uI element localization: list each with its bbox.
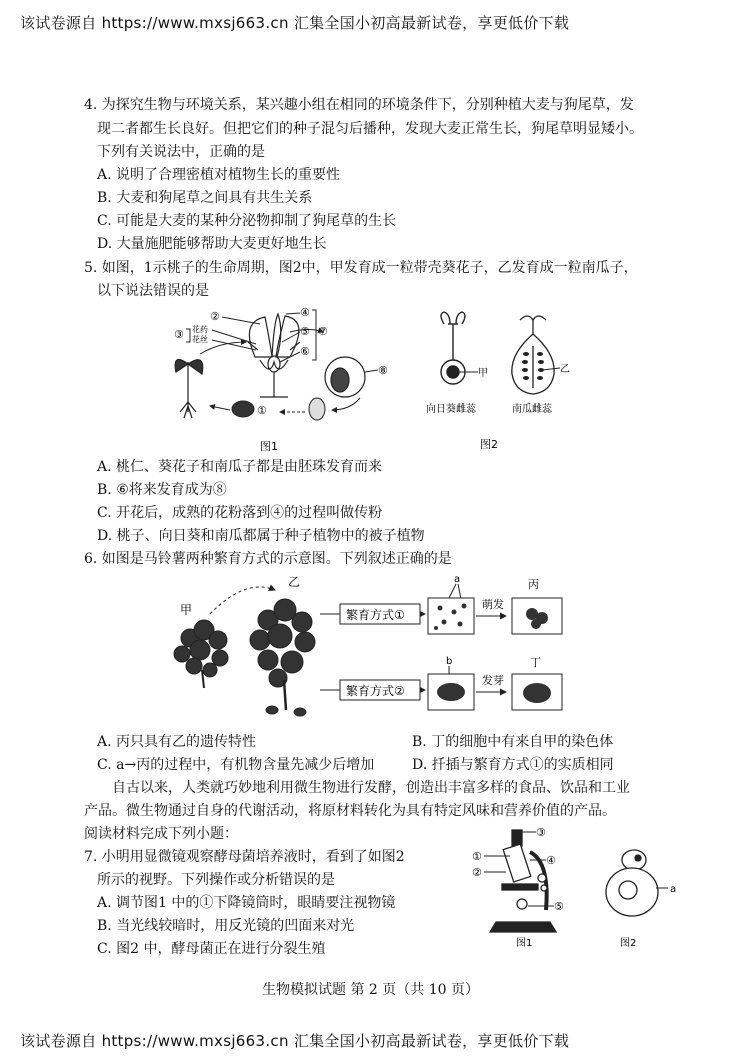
q7-yeast-figure (598, 838, 688, 948)
material-line-1: 自古以来，人类就巧妙地利用微生物进行发酵，创造出丰富多样的食品、饮品和工业 (112, 780, 630, 796)
peach-pit-drawing (309, 398, 325, 420)
sunflower-pistil-drawing (441, 312, 465, 384)
q4-stem-line-2: 现二者都生长良好。但把它们的种子混匀后播种，发现大麦正常生长，狗尾草明显矮小。 (97, 121, 643, 137)
fig1-label-4: ④ (300, 306, 310, 319)
fig2-caption: 图2 (480, 438, 498, 450)
q6-option-c: C. a→丙的过程中，有机物含量先减少后增加 (97, 757, 375, 773)
q5-option-d: D. 桃子、向日葵和南瓜都属于种子植物中的被子植物 (97, 528, 425, 544)
fig1-label-3: ③ (174, 328, 184, 341)
fig1-label-1: ① (257, 404, 267, 417)
q6-sprout-2: 发芽 (482, 674, 504, 687)
q6-label-b: b (446, 656, 453, 667)
peach-fruit-drawing (325, 357, 365, 397)
q6-route-2: 繁育方式② (346, 684, 405, 698)
fig-q7-label-2: ② (472, 866, 482, 879)
q6-label-yi: 乙 (288, 575, 301, 589)
fig-q7-label-1: ① (472, 850, 482, 863)
q5-figure-1-peach-life-cycle (160, 302, 420, 457)
peach-seedling-drawing (175, 360, 203, 419)
fig1-label-filament: 花丝 (192, 335, 208, 344)
q6-option-b: B. 丁的细胞中有来自甲的染色体 (412, 734, 614, 750)
q7-stem-line-2: 所示的视野。下列操作或分析错误的是 (97, 872, 335, 888)
source-banner-top: 该试卷源自 https://www.mxsj663.cn 汇集全国小初高最新试卷，享更低价下载 (20, 14, 570, 32)
q6-option-a: A. 丙只具有乙的遗传特性 (97, 734, 257, 750)
q6-potato-reproduction-figure (160, 570, 580, 730)
peach-seed-drawing (232, 401, 254, 417)
q7-option-a: A. 调节图1 中的①下降镜筒时，眼睛要注视物镜 (97, 895, 396, 911)
q5-figure-2-pistils (420, 310, 600, 450)
fig-q7-caption-1: 图1 (516, 938, 533, 949)
q7-stem-line-1: 7. 小明用显微镜观察酵母菌培养液时，看到了如图2 (84, 849, 405, 865)
fig1-label-7: ⑦ (318, 325, 328, 338)
microscope-drawing (490, 830, 556, 932)
q4-option-c: C. 可能是大麦的某种分泌物抑制了狗尾草的生长 (97, 213, 397, 229)
q4-stem-line-1: 4. 为探究生物与环境关系，某兴趣小组在相同的环境条件下，分别种植大麦与狗尾草，发 (84, 97, 634, 113)
fig-q7-label-4: ④ (546, 854, 556, 867)
fig2-left-caption: 向日葵雌蕊 (426, 404, 476, 415)
fig1-label-6: ⑥ (300, 345, 310, 358)
q5-stem-line-2: 以下说法错误的是 (97, 283, 209, 299)
fig1-label-5: ⑤ (300, 325, 310, 338)
material-line-2: 产品。微生物通过自身的代谢活动，将原材料转化为具有特定风味和营养价值的产品。 (84, 803, 616, 819)
q6-route-1: 繁育方式① (346, 608, 405, 622)
q6-option-d: D. 扦插与繁育方式①的实质相同 (412, 757, 614, 773)
q6-label-ding: 丁 (530, 656, 541, 669)
q5-option-b: B. ⑥将来发育成为⑧ (97, 482, 227, 498)
q4-option-d: D. 大量施肥能够帮助大麦更好地生长 (97, 236, 327, 252)
q6-label-a: a (454, 574, 461, 585)
q7-microscope-figure (466, 822, 596, 950)
q6-label-bing: 丙 (528, 578, 539, 591)
fig2-right-caption: 南瓜雌蕊 (512, 404, 552, 415)
fig1-caption: 图1 (260, 440, 278, 453)
q7-option-b: B. 当光线较暗时，用反光镜的凹面来对光 (97, 918, 355, 934)
q4-option-b: B. 大麦和狗尾草之间具有共生关系 (97, 190, 313, 206)
fig1-label-anther: 花药 (192, 325, 208, 334)
fig1-label-8: ⑧ (378, 364, 388, 377)
q6-sprouted-tuber-drawing (523, 683, 551, 703)
page-number: 生物模拟试题 第 2 页（共 10 页） (262, 982, 479, 998)
yeast-budding-cell-drawing (606, 850, 658, 916)
fig-q7-label-a: a (670, 884, 677, 895)
q5-option-c: C. 开花后，成熟的花粉落到④的过程叫做传粉 (97, 505, 383, 521)
q6-label-jia: 甲 (180, 603, 193, 617)
source-banner-bottom: 该试卷源自 https://www.mxsj663.cn 汇集全国小初高最新试卷，享更低价下载 (20, 1032, 570, 1050)
potato-plant-jia-drawing (174, 620, 228, 688)
q6-tuber-drawing (437, 683, 465, 701)
fig1-label-2: ② (210, 310, 220, 323)
fig2-label-jia: 甲 (478, 368, 488, 379)
q6-sprout-1: 萌发 (482, 598, 504, 611)
q5-option-a: A. 桃仁、葵花子和南瓜子都是由胚珠发育而来 (97, 459, 383, 475)
fig-q7-caption-2: 图2 (620, 938, 637, 948)
fig2-label-yi: 乙 (560, 364, 570, 375)
fig-q7-label-5: ⑤ (554, 900, 564, 913)
material-line-3: 阅读材料完成下列小题： (84, 826, 238, 842)
q4-option-a: A. 说明了合理密植对植物生长的重要性 (97, 167, 341, 183)
fig-q7-label-3: ③ (536, 826, 546, 839)
pumpkin-pistil-drawing (512, 316, 554, 394)
q7-option-c: C. 图2 中，酵母菌正在进行分裂生殖 (97, 941, 326, 957)
q6-stem: 6. 如图是马铃薯两种繁育方式的示意图。下列叙述正确的是 (84, 551, 452, 567)
q4-stem-line-3: 下列有关说法中，正确的是 (97, 144, 265, 160)
potato-plant-yi-drawing (250, 599, 315, 716)
q5-stem-line-1: 5. 如图，1示桃子的生命周期，图2中，甲发育成一粒带壳葵花子，乙发育成一粒南瓜子， (84, 260, 638, 276)
